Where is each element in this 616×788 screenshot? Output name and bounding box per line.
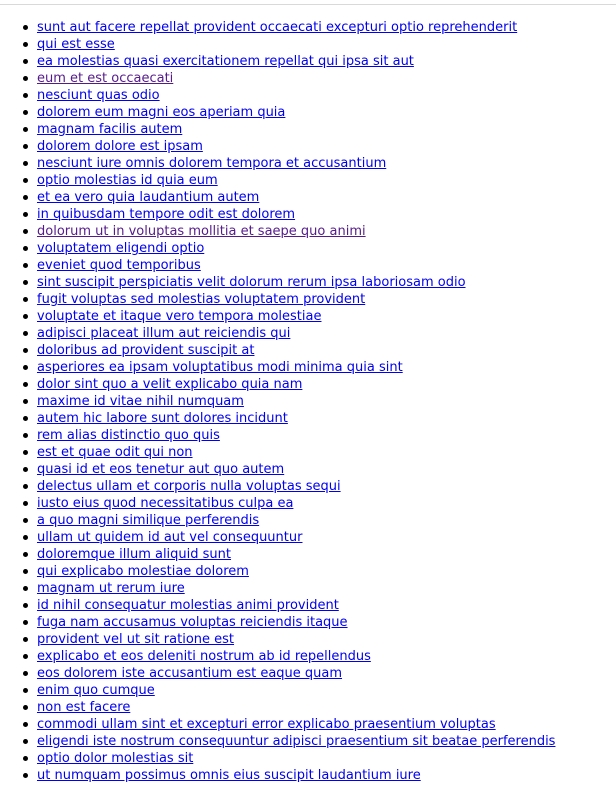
list-item: [37, 223, 555, 240]
bullet-icon: [23, 773, 28, 778]
list-item: [37, 512, 555, 529]
list-item: [37, 19, 555, 36]
post-link-list: [0, 19, 555, 784]
post-title-link[interactable]: eveniet quod temporibus: [37, 258, 201, 273]
list-item: [37, 138, 555, 155]
post-title-link[interactable]: fuga nam accusamus voluptas reiciendis itaque: [37, 615, 348, 630]
bullet-icon: [23, 756, 28, 761]
list-item: [37, 376, 555, 393]
list-item: [37, 70, 555, 87]
post-title-link[interactable]: magnam ut rerum iure: [37, 581, 185, 596]
post-title-link[interactable]: adipisci placeat illum aut reiciendis qui: [37, 326, 291, 341]
list-item: [37, 648, 555, 665]
bullet-icon: [23, 195, 28, 200]
post-title-link[interactable]: delectus ullam et corporis nulla voluptas sequi: [37, 479, 341, 494]
post-title-link[interactable]: dolorum ut in voluptas mollitia et saepe quo animi: [37, 224, 366, 239]
bullet-icon: [23, 110, 28, 115]
bullet-icon: [23, 212, 28, 217]
post-title-link[interactable]: maxime id vitae nihil numquam: [37, 394, 244, 409]
bullet-icon: [23, 739, 28, 744]
bullet-icon: [23, 722, 28, 727]
list-item: [37, 665, 555, 682]
post-title-link[interactable]: dolorem eum magni eos aperiam quia: [37, 105, 286, 120]
post-title-link[interactable]: optio molestias id quia eum: [37, 173, 218, 188]
list-item: [37, 189, 555, 206]
list-item: [37, 359, 555, 376]
list-item: [37, 750, 555, 767]
list-item: [37, 682, 555, 699]
post-title-link[interactable]: ut numquam possimus omnis eius suscipit laudantium iure: [37, 768, 421, 783]
bullet-icon: [23, 484, 28, 489]
post-title-link[interactable]: provident vel ut sit ratione est: [37, 632, 235, 647]
post-title-link[interactable]: eos dolorem iste accusantium est eaque quam: [37, 666, 343, 681]
post-title-link[interactable]: est et quae odit qui non: [37, 445, 193, 460]
bullet-icon: [23, 501, 28, 506]
post-title-link[interactable]: fugit voluptas sed molestias voluptatem provident: [37, 292, 366, 307]
bullet-icon: [23, 314, 28, 319]
list-item: [37, 342, 555, 359]
bullet-icon: [23, 365, 28, 370]
list-item: [37, 580, 555, 597]
list-item: [37, 172, 555, 189]
post-title-link[interactable]: dolor sint quo a velit explicabo quia nam: [37, 377, 303, 392]
bullet-icon: [23, 620, 28, 625]
bullet-icon: [23, 263, 28, 268]
bullet-icon: [23, 229, 28, 234]
list-item: [37, 733, 555, 750]
post-title-link[interactable]: optio dolor molestias sit: [37, 751, 194, 766]
list-item: [37, 563, 555, 580]
post-title-link[interactable]: eum et est occaecati: [37, 71, 174, 86]
list-item: [37, 121, 555, 138]
list-item: [37, 206, 555, 223]
post-title-link[interactable]: ullam ut quidem id aut vel consequuntur: [37, 530, 303, 545]
bullet-icon: [23, 59, 28, 64]
bullet-icon: [23, 654, 28, 659]
list-item: [37, 155, 555, 172]
post-title-link[interactable]: ea molestias quasi exercitationem repellat qui ipsa sit aut: [37, 54, 414, 69]
bullet-icon: [23, 637, 28, 642]
list-item: [37, 393, 555, 410]
bullet-icon: [23, 433, 28, 438]
list-item: [37, 410, 555, 427]
post-title-link[interactable]: sint suscipit perspiciatis velit dolorum rerum ipsa laboriosam odio: [37, 275, 466, 290]
post-title-link[interactable]: asperiores ea ipsam voluptatibus modi minima quia sint: [37, 360, 403, 375]
bullet-icon: [23, 399, 28, 404]
post-title-link[interactable]: a quo magni similique perferendis: [37, 513, 260, 528]
post-title-link[interactable]: nesciunt quas odio: [37, 88, 160, 103]
post-title-link[interactable]: non est facere: [37, 700, 131, 715]
post-title-link[interactable]: commodi ullam sint et excepturi error explicabo praesentium voluptas: [37, 717, 496, 732]
bullet-icon: [23, 161, 28, 166]
list-item: [37, 546, 555, 563]
post-title-link[interactable]: sunt aut facere repellat provident occaecati excepturi optio reprehenderit: [37, 20, 518, 35]
list-item: [37, 495, 555, 512]
bullet-icon: [23, 246, 28, 251]
post-title-link[interactable]: doloremque illum aliquid sunt: [37, 547, 232, 562]
list-item: [37, 444, 555, 461]
list-item: [37, 461, 555, 478]
list-item: [37, 87, 555, 104]
list-item: [37, 274, 555, 291]
bullet-icon: [23, 603, 28, 608]
list-item: [37, 240, 555, 257]
bullet-icon: [23, 535, 28, 540]
bullet-icon: [23, 331, 28, 336]
post-title-link[interactable]: dolorem dolore est ipsam: [37, 139, 203, 154]
bullet-icon: [23, 25, 28, 30]
post-title-link[interactable]: et ea vero quia laudantium autem: [37, 190, 260, 205]
post-title-link[interactable]: voluptate et itaque vero tempora molestiae: [37, 309, 322, 324]
bullet-icon: [23, 671, 28, 676]
bullet-icon: [23, 93, 28, 98]
list-item: [37, 36, 555, 53]
post-title-link[interactable]: in quibusdam tempore odit est dolorem: [37, 207, 296, 222]
list-item: [37, 597, 555, 614]
list-item: [37, 308, 555, 325]
post-title-link[interactable]: magnam facilis autem: [37, 122, 183, 137]
bullet-icon: [23, 467, 28, 472]
bullet-icon: [23, 280, 28, 285]
list-item: [37, 631, 555, 648]
bullet-icon: [23, 144, 28, 149]
list-item: [37, 257, 555, 274]
list-item: [37, 53, 555, 70]
list-item: [37, 104, 555, 121]
post-title-link[interactable]: iusto eius quod necessitatibus culpa ea: [37, 496, 294, 511]
bullet-icon: [23, 42, 28, 47]
list-item: [37, 767, 555, 784]
post-title-link[interactable]: doloribus ad provident suscipit at: [37, 343, 255, 358]
post-title-link[interactable]: autem hic labore sunt dolores incidunt: [37, 411, 288, 426]
list-item: [37, 716, 555, 733]
bullet-icon: [23, 569, 28, 574]
bullet-icon: [23, 127, 28, 132]
post-title-link[interactable]: enim quo cumque: [37, 683, 155, 698]
list-item: [37, 325, 555, 342]
bullet-icon: [23, 297, 28, 302]
post-title-link[interactable]: qui explicabo molestiae dolorem: [37, 564, 249, 579]
bullet-icon: [23, 382, 28, 387]
bullet-icon: [23, 586, 28, 591]
bullet-icon: [23, 348, 28, 353]
list-item: [37, 478, 555, 495]
bullet-icon: [23, 705, 28, 710]
list-item: [37, 427, 555, 444]
post-title-link[interactable]: quasi id et eos tenetur aut quo autem: [37, 462, 285, 477]
post-title-link[interactable]: id nihil consequatur molestias animi provident: [37, 598, 339, 613]
list-item: [37, 699, 555, 716]
bullet-icon: [23, 416, 28, 421]
post-title-link[interactable]: voluptatem eligendi optio: [37, 241, 205, 256]
bullet-icon: [23, 76, 28, 81]
post-title-link[interactable]: eligendi iste nostrum consequuntur adipisci praesentium sit beatae perferendis: [37, 734, 556, 749]
bullet-icon: [23, 178, 28, 183]
bullet-icon: [23, 688, 28, 693]
bullet-icon: [23, 450, 28, 455]
bullet-icon: [23, 518, 28, 523]
post-title-link[interactable]: rem alias distinctio quo quis: [37, 428, 220, 443]
post-title-link[interactable]: explicabo et eos deleniti nostrum ab id repellendus: [37, 649, 371, 664]
post-title-link[interactable]: qui est esse: [37, 37, 115, 52]
list-item: [37, 614, 555, 631]
bullet-icon: [23, 552, 28, 557]
post-title-link[interactable]: nesciunt iure omnis dolorem tempora et accusantium: [37, 156, 387, 171]
list-item: [37, 291, 555, 308]
list-item: [37, 529, 555, 546]
top-divider: [0, 4, 616, 5]
